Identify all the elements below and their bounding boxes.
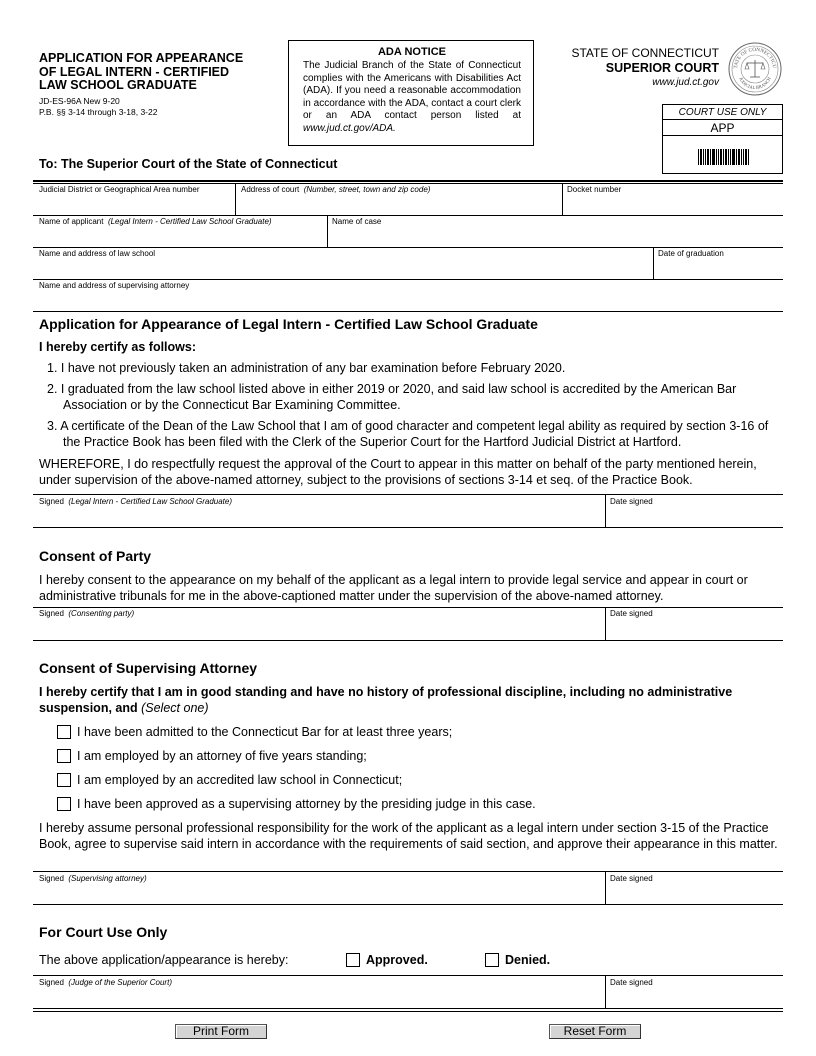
court-use-label: COURT USE ONLY (663, 105, 782, 120)
court-url: www.jud.ct.gov (652, 77, 719, 88)
court-use-code: APP (663, 120, 782, 136)
form-title-line: APPLICATION FOR APPEARANCE (39, 51, 244, 65)
court-use-title: For Court Use Only (39, 924, 168, 940)
ada-text (303, 60, 521, 136)
divider (33, 640, 783, 641)
party-date-field[interactable] (610, 609, 653, 619)
field-label: Signed (39, 609, 64, 618)
divider (33, 1008, 783, 1009)
divider (235, 183, 236, 215)
approved-option (346, 952, 428, 968)
select-hint: (Select one) (141, 701, 209, 715)
field-label: Date signed (610, 609, 653, 618)
attorney-certify-body: I hereby certify that I am in good standing and have no history of professional discipline, including no administrative suspension, and (39, 685, 733, 715)
field-label: Signed (39, 978, 64, 987)
list-item: 2. I graduated from the law school listed above in either 2019 or 2020, and said law school is accredited by the American Bar Association or by the Connecticut Bar Examining Committee. (47, 382, 737, 412)
court-identity (560, 46, 719, 88)
field-label: Date signed (610, 978, 653, 987)
divider (33, 904, 783, 905)
attorney-option (57, 772, 402, 788)
field-label: Name and address of law school (39, 249, 156, 258)
field-hint: (Legal Intern - Certified Law School Graduate) (68, 497, 233, 506)
judge-signature-field[interactable] (39, 978, 172, 988)
divider (605, 871, 606, 904)
consent-party-title: Consent of Party (39, 548, 152, 564)
responsibility-text: I hereby assume personal professional responsibility for the work of the applicant as a legal intern under section 3-15 of the Practice Book, agree to supervise said intern in accordance with the requirements of said section, and approve their appearance in this matter. (39, 821, 778, 851)
field-label: Date of graduation (658, 249, 724, 258)
court-decision-text: The above application/appearance is hereby: (39, 953, 289, 967)
graduation-date-field[interactable] (658, 249, 724, 259)
attorney-option (57, 748, 367, 764)
ada-notice (288, 40, 534, 146)
form-title (39, 52, 279, 93)
print-form-button[interactable]: Print Form (175, 1024, 267, 1039)
field-label: Signed (39, 497, 64, 506)
divider (33, 975, 783, 976)
barcode-icon (698, 149, 750, 165)
field-label: Name of applicant (39, 217, 104, 226)
divider (605, 607, 606, 640)
field-label: Name of case (332, 217, 382, 226)
addressee-line: To: The Superior Court of the State of Connecticut (39, 157, 338, 171)
field-hint: (Consenting party) (68, 609, 135, 618)
option-checkbox[interactable] (57, 773, 71, 787)
field-hint: (Supervising attorney) (68, 874, 147, 883)
attorney-option (57, 724, 452, 740)
option-label: I have been admitted to the Connecticut Bar for at least three years; (77, 725, 453, 739)
field-label: Name and address of supervising attorney (39, 281, 190, 290)
party-signature-field[interactable] (39, 609, 134, 619)
option-label: I am employed by an attorney of five years standing; (77, 749, 367, 763)
judge-date-field[interactable] (610, 978, 653, 988)
field-label: Address of court (241, 185, 300, 194)
state-name: STATE OF CONNECTICUT (571, 46, 719, 60)
attorney-option (57, 796, 536, 812)
field-label: Signed (39, 874, 64, 883)
consent-attorney-title: Consent of Supervising Attorney (39, 660, 258, 676)
divider (653, 247, 654, 279)
option-label: I have been approved as a supervising attorney by the presiding judge in this case. (77, 797, 536, 811)
field-label: Date signed (610, 497, 653, 506)
option-checkbox[interactable] (57, 797, 71, 811)
application-title: Application for Appearance of Legal Intern - Certified Law School Graduate (39, 316, 538, 332)
field-hint: (Legal Intern - Certified Law School Graduate) (107, 217, 272, 226)
ada-link[interactable]: www.jud.ct.gov/ADA. (303, 122, 396, 134)
court-address-field[interactable] (241, 185, 430, 195)
docket-number-field[interactable] (567, 185, 621, 195)
divider (33, 607, 783, 608)
form-code (39, 96, 157, 118)
divider (33, 215, 783, 216)
approved-label: Approved. (366, 953, 428, 967)
form-title-line: OF LEGAL INTERN - CERTIFIED (39, 64, 230, 79)
seal-top-text: TATE OF CONNECTICU (732, 46, 778, 69)
law-school-field[interactable] (39, 249, 155, 259)
divider (605, 975, 606, 1008)
certify-heading: I hereby certify as follows: (39, 340, 196, 354)
attorney-signature-field[interactable] (39, 874, 147, 884)
denied-checkbox[interactable] (485, 953, 499, 967)
divider (33, 180, 783, 182)
supervising-attorney-field[interactable] (39, 281, 189, 291)
divider (562, 183, 563, 215)
divider (33, 311, 783, 312)
form-number: JD-ES-96A New 9-20 (39, 96, 120, 106)
wherefore-text: WHEREFORE, I do respectfully request the approval of the Court to appear in this matter on behalf of the party mentioned herein, under supervision of the above-named attorney, subject to the provisions of sections 3-14 et seq. of the Practice Book. (39, 457, 757, 487)
seal-bottom-text: JUDICIAL BRANCH (738, 76, 772, 91)
reset-form-button[interactable]: Reset Form (549, 1024, 641, 1039)
divider (33, 1011, 783, 1012)
divider (33, 183, 783, 184)
denied-option (485, 952, 550, 968)
case-name-field[interactable] (332, 217, 381, 227)
applicant-signature-field[interactable] (39, 497, 232, 507)
form-title-line: LAW SCHOOL GRADUATE (39, 78, 197, 92)
field-label: Date signed (610, 874, 653, 883)
divider (33, 871, 783, 872)
ada-title: ADA NOTICE (377, 46, 447, 58)
denied-label: Denied. (505, 953, 551, 967)
attorney-certify-text (39, 684, 784, 716)
applicant-name-field[interactable] (39, 217, 272, 227)
practice-book-rules: P.B. §§ 3-14 through 3-18, 3-22 (39, 107, 158, 117)
divider (33, 279, 783, 280)
list-item: 3. A certificate of the Dean of the Law School that I am of good character and competent legal ability as required by section 3-16 of the Practice Book has been filed with the Clerk of the Superior Court for the Hartford Judicial District at Hartford. (47, 419, 769, 449)
judicial-district-field[interactable] (39, 185, 200, 195)
option-checkbox[interactable] (57, 749, 71, 763)
field-hint: (Judge of the Superior Court) (68, 978, 172, 987)
list-item: 1. I have not previously taken an administration of any bar examination before February 2020. (47, 361, 566, 375)
consent-party-text: I hereby consent to the appearance on my behalf of the applicant as a legal intern to provide legal service and appear in court or administrative tribunals for me in the above-captioned matter under the supervision of the above-named attorney. (39, 573, 748, 603)
applicant-date-field[interactable] (610, 497, 653, 507)
divider (33, 527, 783, 528)
field-hint: (Number, street, town and zip code) (303, 185, 431, 194)
divider (327, 215, 328, 247)
attorney-date-field[interactable] (610, 874, 653, 884)
divider (33, 494, 783, 495)
ada-body: The Judicial Branch of the State of Connecticut complies with the Americans with Disabilities Act (ADA). If you need a reasonable accommodation in accordance with the ADA, contact a court clerk or an ADA contact person listed at (303, 60, 521, 122)
approved-checkbox[interactable] (346, 953, 360, 967)
field-label: Docket number (567, 185, 622, 194)
divider (605, 494, 606, 527)
state-seal-icon (728, 42, 782, 96)
court-name: SUPERIOR COURT (605, 61, 719, 75)
divider (33, 247, 783, 248)
field-label: Judicial District or Geographical Area number (39, 185, 200, 194)
option-checkbox[interactable] (57, 725, 71, 739)
option-label: I am employed by an accredited law school in Connecticut; (77, 773, 403, 787)
